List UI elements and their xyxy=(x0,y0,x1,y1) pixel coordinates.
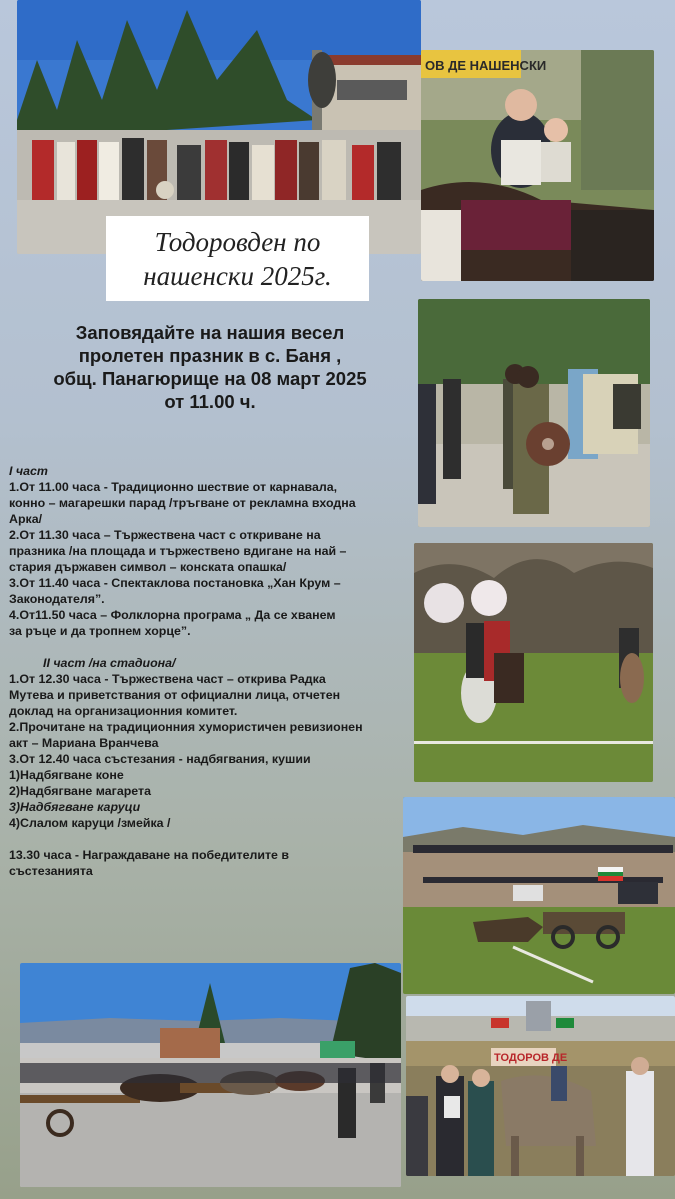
photo-warriors-shields xyxy=(418,299,650,527)
program-line: акт – Мариана Вранчева xyxy=(9,736,159,750)
program-line: стария държавен символ – конската опашка/ xyxy=(9,560,287,574)
invitation-line: пролетен празник в с. Баня , xyxy=(78,345,342,366)
program-line: 3.От 12.40 часа състезания - надбягвания, кушии xyxy=(9,752,311,766)
program-line: доклад на организационния комитет. xyxy=(9,704,238,718)
invitation-line: общ. Панагюрище на 08 март 2025 xyxy=(53,368,367,389)
race-item: 1)Надбягване коне xyxy=(9,768,124,782)
part2-heading: II част /на стадиона/ xyxy=(43,656,176,670)
program-line: Мутева и приветствания от официални лица, отчетен xyxy=(9,688,341,702)
program-line: 2.Прочитане на традиционния хумористичен ревизионен xyxy=(9,720,363,734)
program-line: за ръце и да тропнем хорце”. xyxy=(9,624,191,638)
photo-street-carts xyxy=(20,963,401,1187)
event-title-line1: Тодоровден по xyxy=(154,226,321,257)
program-line: Законодателя”. xyxy=(9,592,105,606)
photo-man-child-horse xyxy=(421,50,654,281)
event-title-card xyxy=(106,216,369,301)
program-line: 4.От11.50 часа – Фолклорна програма „ Да се хванем xyxy=(9,608,336,622)
photo-riders-field xyxy=(414,543,653,782)
race-item: 2)Надбягване магарета xyxy=(9,784,151,798)
race-item: 4)Слалом каруци /змейка / xyxy=(9,816,171,830)
program-line: 1.От 11.00 часа - Традиционно шествие от карнавала, xyxy=(9,480,338,494)
banner-text-bottom: ТОДОРОВ ДЕ xyxy=(494,1052,568,1064)
event-program xyxy=(9,463,412,879)
program-line: 2.От 11.30 часа – Тържествена част с откриване на xyxy=(9,528,321,542)
invitation-line: от 11.00 ч. xyxy=(164,391,256,412)
invitation-line: Заповядайте на нашия весел xyxy=(75,322,345,343)
photo-men-donkey xyxy=(406,996,675,1176)
banner-text-top: ОВ ДЕ НАШЕНСКИ xyxy=(425,58,547,73)
race-item: 3)Надбягване каруци xyxy=(9,800,141,814)
event-title-line2: нашенски 2025г. xyxy=(143,260,332,291)
invitation-text xyxy=(10,321,410,413)
part1-heading: I част xyxy=(9,464,48,478)
awards-line: 13.30 часа - Награждаване на победителите в xyxy=(9,848,290,862)
program-line: празника /на площада и тържествено вдигане на най – xyxy=(9,544,347,558)
program-line: 3.От 11.40 часа - Спектаклова постановка „Хан Крум – xyxy=(9,576,341,590)
awards-line: състезанията xyxy=(9,864,93,878)
program-line: 1.От 12.30 часа - Тържествена част – открива Радка xyxy=(9,672,326,686)
program-line: Арка/ xyxy=(9,512,43,526)
photo-stadium-cart xyxy=(403,797,675,994)
program-line: конно – магарешки парад /тръгване от рекламна входна xyxy=(9,496,356,510)
